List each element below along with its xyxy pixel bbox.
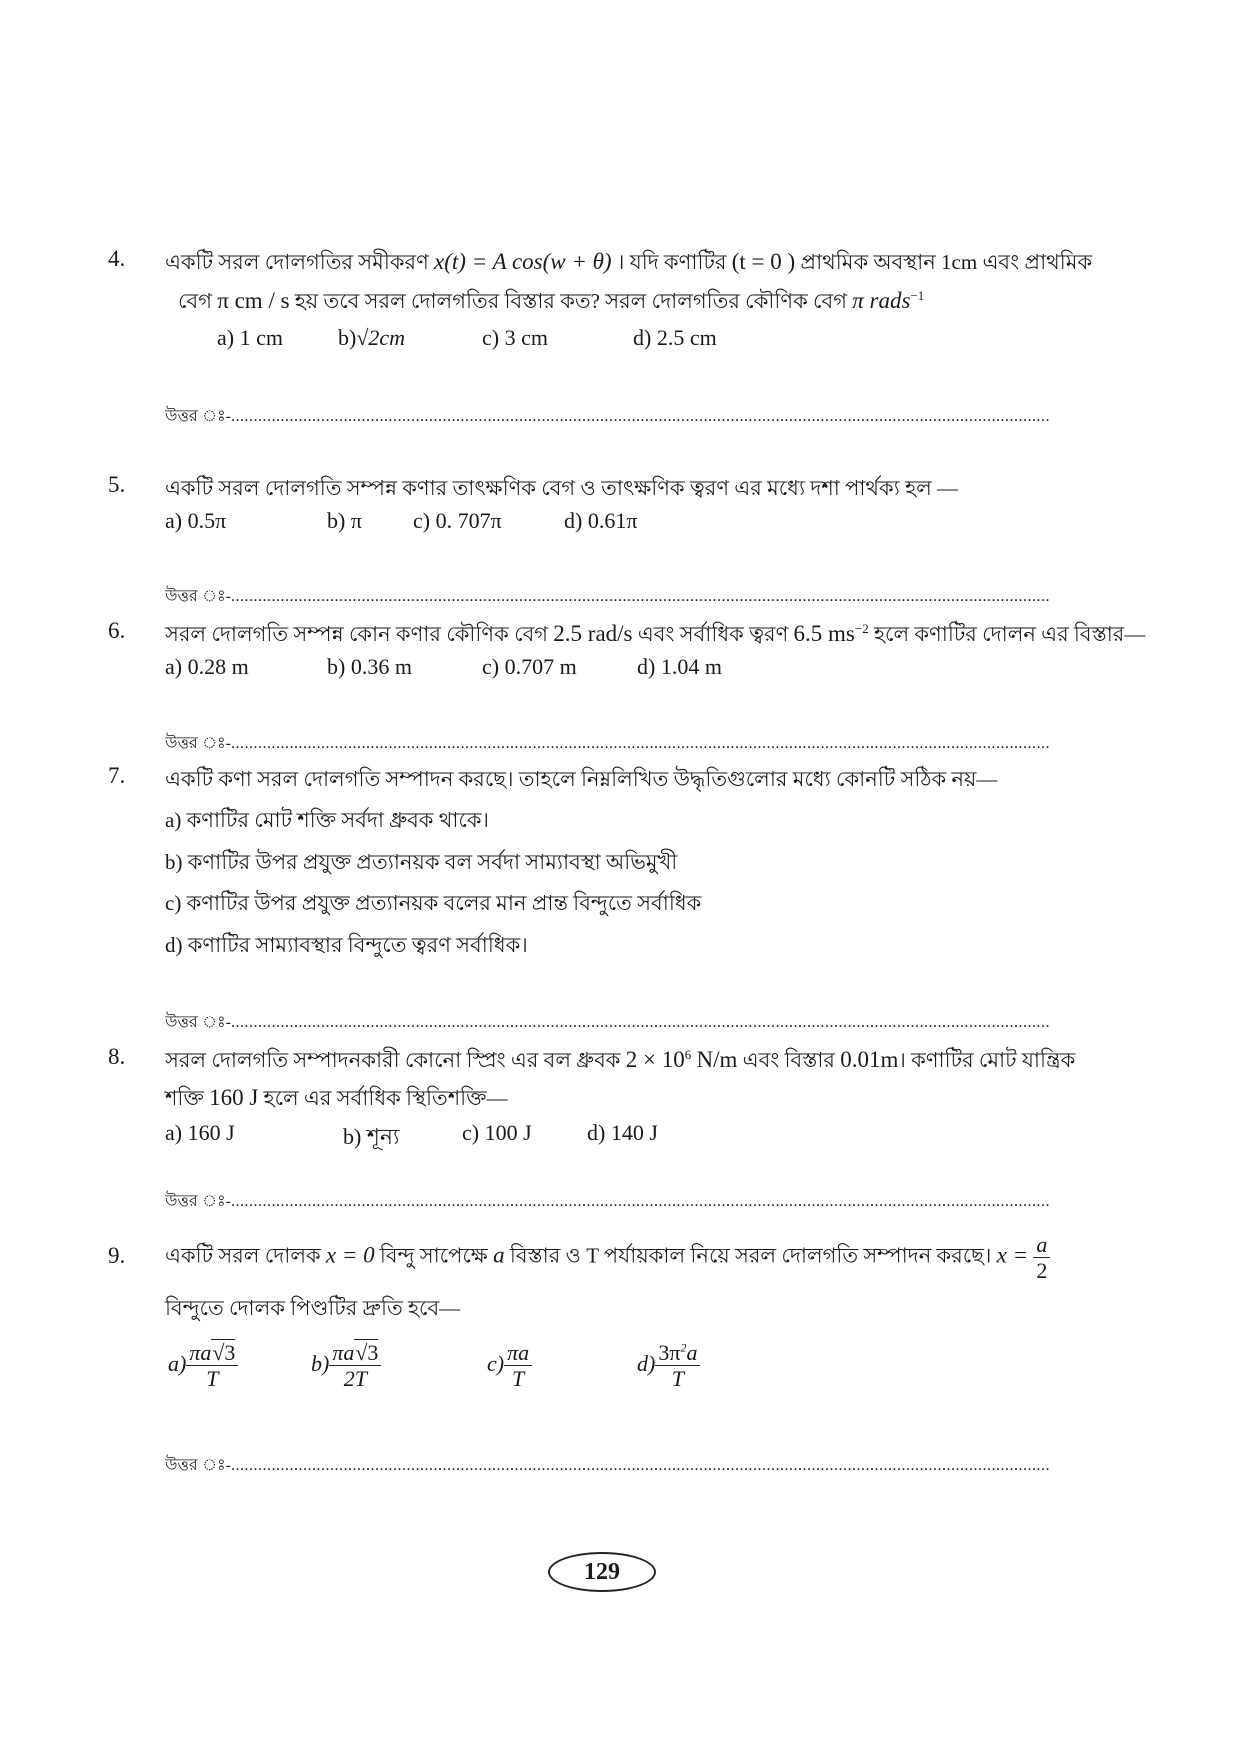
numerator: a [1033, 1232, 1050, 1258]
option-a: a) 0.28 m [165, 654, 249, 679]
option-a: a) 1 cm [217, 325, 283, 350]
superscript: −2 [854, 621, 869, 636]
answer-line: উত্তর ঃ- ..... [165, 730, 1050, 757]
unit: N/m [696, 1047, 738, 1072]
superscript: 2 [680, 1340, 687, 1355]
energy-value: 160 J [209, 1085, 259, 1110]
numerator [186, 1340, 238, 1366]
option-a: a) কণাটির মোট শক্তি সর্বদা ধ্রুবক থাকে। [165, 808, 490, 832]
page-number: 129 [548, 1552, 656, 1592]
numerator-text: πa [189, 1340, 212, 1365]
time-condition: (t = 0 ) [731, 249, 796, 274]
denominator: T [206, 1366, 219, 1392]
position-symbol: x = [996, 1242, 1029, 1268]
text: হলে কণাটির দোলন এর বিস্তার— [873, 622, 1146, 646]
question-text-line-1 [165, 1232, 1050, 1284]
question-number: 9. [108, 1243, 126, 1268]
text: বিস্তার ও T পর্যায়কাল নিয়ে সরল দোলগতি সম্পাদন করছে। [509, 1243, 992, 1268]
answer-line: উত্তর ঃ- ..... [165, 583, 1050, 610]
denominator: 2T [343, 1366, 367, 1392]
text: এবং বিস্তার [742, 1048, 835, 1072]
question-text: একটি সরল দোলগতি সম্পন্ন কণার তাৎক্ষণিক বেগ ও তাৎক্ষণিক ত্বরণ এর মধ্যে দশা পার্থক্য হল — [165, 476, 958, 500]
option-c: c) 100 J [462, 1120, 532, 1145]
option-d: d) কণাটির সাম্যাবস্থার বিন্দুতে ত্বরণ সর্বাধিক। [165, 933, 528, 957]
angular-velocity-value: 2.5 rad/s [553, 621, 633, 646]
option-b: b) কণাটির উপর প্রযুক্ত প্রত্যানয়ক বল সর্বদা সাম্যাবস্থা অভিমুখী [165, 850, 678, 874]
option-label: c) [487, 1350, 505, 1376]
question-text-line-2 [165, 1082, 508, 1117]
text: সরল দোলগতি সম্পন্ন কোন কণার কৌণিক বেগ [165, 622, 549, 646]
text: । যদি কণাটির [616, 250, 727, 274]
question-number: 5. [108, 472, 126, 497]
denominator: T [511, 1366, 525, 1392]
text: । কণাটির মোট যান্ত্রিক [898, 1048, 1076, 1072]
numerator [655, 1340, 700, 1366]
text: একটি সরল দোলগতির সমীকরণ [165, 250, 429, 274]
velocity-value: π cm / s [217, 288, 290, 313]
equation: x(t) = A cos(w + θ) [434, 249, 612, 274]
text: একটি সরল দোলক [165, 1243, 321, 1268]
option-a: a) 0.5π [165, 508, 227, 533]
option-b: b) শূন্য [343, 1124, 400, 1149]
text: হলে এর সর্বাধিক স্থিতিশক্তি— [263, 1086, 508, 1110]
text: বিন্দু সাপেক্ষে [379, 1243, 488, 1268]
option-value: √2cm [356, 325, 406, 350]
text: বেগ [178, 289, 212, 313]
text: শক্তি [165, 1086, 204, 1110]
question-text-line-2: বিন্দুতে দোলক পিণ্ডটির দ্রুতি হবে— [165, 1296, 461, 1320]
answer-line: উত্তর ঃ- ..... [165, 403, 1050, 430]
option-c: c) 0.707 m [482, 654, 577, 679]
numerator [329, 1340, 381, 1366]
acceleration-value: 6.5 ms [793, 621, 855, 646]
option-c: c) 3 cm [482, 325, 548, 350]
option-c [487, 1340, 532, 1392]
question-text-line-1 [165, 1044, 1075, 1079]
answer-line: উত্তর ঃ- ..... [165, 1452, 1050, 1479]
question-text-line-2 [178, 285, 924, 320]
angular-velocity-value: π rads [852, 288, 911, 313]
option-label: b) [311, 1350, 330, 1376]
option-fraction [186, 1340, 238, 1392]
superscript: −1 [910, 288, 925, 303]
option-fraction [655, 1340, 700, 1392]
superscript: 6 [684, 1047, 692, 1062]
position-value: x = 0 [325, 1242, 375, 1268]
text: প্রাথমিক অবস্থান 1cm এবং প্রাথমিক [800, 250, 1093, 274]
question-number: 6. [108, 618, 126, 643]
answer-line: উত্তর ঃ- ..... [165, 1009, 1050, 1036]
option-b [311, 1340, 381, 1392]
text: সরল দোলগতি সম্পাদনকারী কোনো স্প্রিং এর বল ধ্রুবক [165, 1048, 621, 1072]
option-label: a) [168, 1350, 187, 1376]
option-label: b) [338, 325, 357, 350]
option-b: b) π [327, 508, 362, 533]
question-text-line-1 [165, 246, 1092, 281]
option-a: a) 160 J [165, 1120, 235, 1145]
question-text: একটি কণা সরল দোলগতি সম্পাদন করছে। তাহলে নিম্নলিখিত উদ্ধৃতিগুলোর মধ্যে কোনটি সঠিক নয়— [165, 767, 998, 791]
option-b: b) 0.36 m [327, 654, 412, 679]
sqrt-three: √3 [355, 1340, 379, 1365]
option-label: d) [637, 1350, 656, 1376]
fraction-a-over-2 [1033, 1232, 1050, 1284]
option-b [338, 325, 405, 351]
text: এবং সর্বাধিক ত্বরণ [637, 622, 789, 646]
option-d: d) 0.61π [564, 508, 638, 533]
option-d: d) 2.5 cm [633, 325, 717, 350]
sqrt-three: √3 [212, 1340, 236, 1365]
numerator-text: 3π [658, 1340, 681, 1365]
question-number: 8. [108, 1044, 126, 1069]
spring-constant: 2 × 10 [625, 1047, 685, 1072]
question-number: 7. [108, 763, 126, 788]
amplitude-value: 0.01m [840, 1047, 899, 1072]
answer-line: উত্তর ঃ- ..... [165, 1188, 1050, 1215]
option-d: d) 1.04 m [637, 654, 722, 679]
amplitude-symbol: a [493, 1242, 505, 1268]
option-a [168, 1340, 238, 1392]
option-fraction [504, 1340, 532, 1392]
denominator: T [671, 1366, 684, 1392]
option-d: d) 140 J [587, 1120, 658, 1145]
numerator-text: a [686, 1340, 698, 1365]
option-fraction [329, 1340, 381, 1392]
option-c: c) কণাটির উপর প্রযুক্ত প্রত্যানয়ক বলের মান প্রান্ত বিন্দুতে সর্বাধিক [165, 891, 702, 915]
option-c: c) 0. 707π [413, 508, 502, 533]
numerator-text: πa [332, 1340, 355, 1365]
numerator: πa [504, 1340, 532, 1366]
question-number: 4. [108, 246, 126, 271]
text: হয় তবে সরল দোলগতির বিস্তার কত? সরল দোলগতির কৌণিক বেগ [294, 289, 848, 313]
denominator: 2 [1036, 1258, 1048, 1284]
option-d [637, 1340, 700, 1392]
question-text [165, 618, 1145, 653]
